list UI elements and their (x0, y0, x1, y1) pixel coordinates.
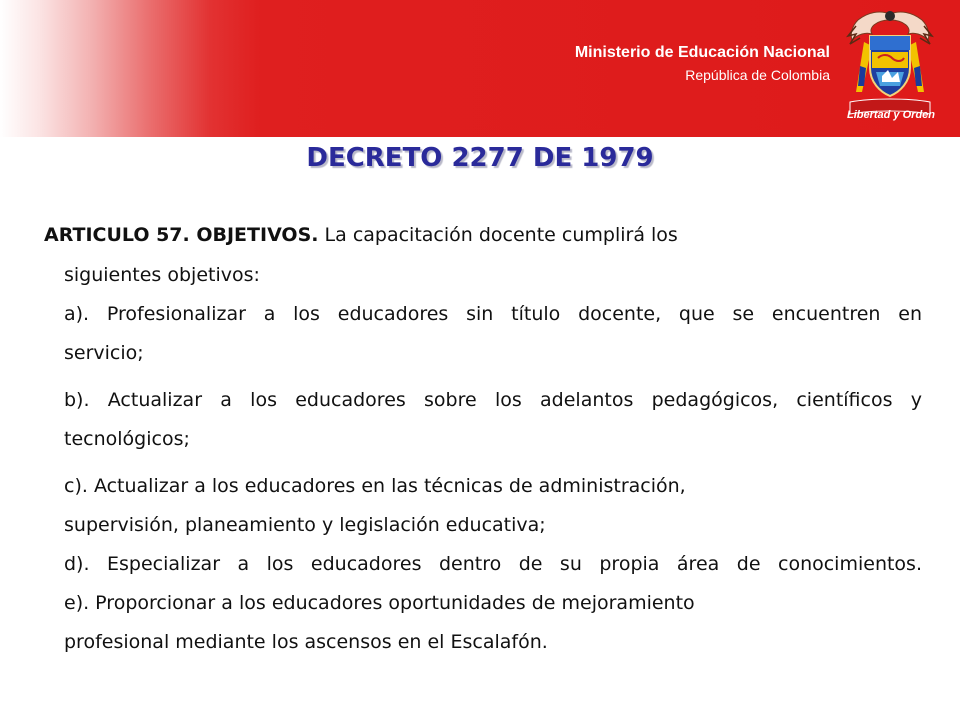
objective-b-line-1: b). Actualizar a los educadores sobre los adelantos pedagógicos, científicos y (64, 389, 922, 411)
objective-c-line-1: c). Actualizar a los educadores en las técnicas de administración, (64, 475, 686, 497)
objective-d-line-1: d). Especializar a los educadores dentro de su propia área de conocimientos. (64, 553, 922, 575)
objective-b-line-2: tecnológicos; (64, 428, 190, 450)
objective-c-line-2: supervisión, planeamiento y legislación educativa; (64, 514, 546, 536)
objective-a-line-2: servicio; (64, 342, 144, 364)
article-first-line (44, 223, 678, 247)
objective-a-line-1: a). Profesionalizar a los educadores sin título docente, que se encuentren en (64, 303, 922, 325)
motto-text: Libertad y Orden (846, 109, 936, 121)
article-intro-continued: siguientes objetivos: (64, 264, 260, 286)
article-intro: La capacitación docente cumplirá los (324, 224, 678, 246)
objective-e-line-2: profesional mediante los ascensos en el Escalafón. (64, 631, 548, 653)
page-title: DECRETO 2277 DE 1979 (306, 143, 654, 173)
country-name: República de Colombia (685, 67, 830, 83)
ministry-name: Ministerio de Educación Nacional (574, 44, 830, 61)
article-heading: ARTICULO 57. OBJETIVOS. (44, 224, 319, 246)
objective-e-line-1: e). Proporcionar a los educadores oportunidades de mejoramiento (64, 592, 695, 614)
